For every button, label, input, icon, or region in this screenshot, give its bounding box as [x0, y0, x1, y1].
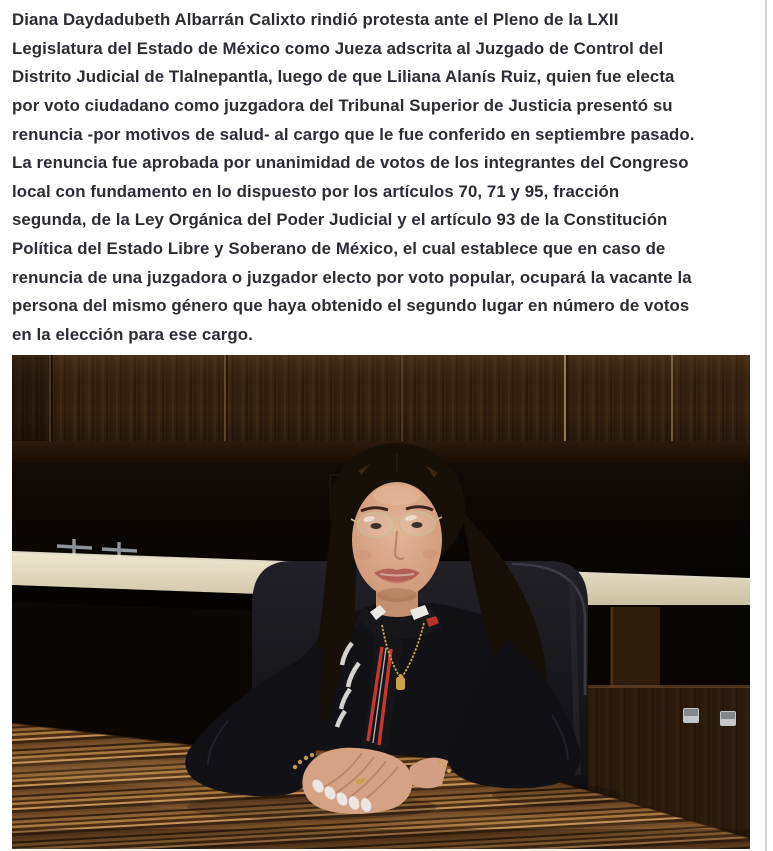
- article-photo: [12, 355, 750, 849]
- paragraph-line: segunda, de la Ley Orgánica del Poder Judicial y el artículo 93 de la Constitución: [12, 210, 668, 230]
- upper-wood-cabinets: [12, 355, 750, 443]
- paragraph-line: La renuncia fue aprobada por unanimidad de votos de los integrantes del Congreso: [12, 153, 689, 173]
- paragraph-line: renuncia -por motivos de salud- al cargo que le fue conferido en septiembre pasado.: [12, 124, 695, 144]
- paragraph-line: local con fundamento en lo dispuesto por los artículos 70, 71 y 95, fracción: [12, 181, 620, 201]
- paragraph-line: por voto ciudadano como juzgadora del Tribunal Superior de Justicia presentó su: [12, 95, 673, 115]
- paragraph-line: en la elección para ese cargo.: [12, 325, 253, 345]
- office-scene-illustration: [12, 355, 750, 849]
- pendant: [396, 677, 405, 690]
- paragraph-line: Distrito Judicial de Tlalnepantla, luego de que Liliana Alanís Ruiz, quien fue electa: [12, 67, 675, 87]
- article-text: [12, 6, 757, 350]
- paragraph-line: renuncia de una juzgadora o juzgador electo por voto popular, ocupará la vacante la: [12, 267, 692, 287]
- paragraph-line: Política del Estado Libre y Soberano de México, el cual establece que en caso de: [12, 239, 666, 259]
- paragraph-line: Diana Daydadubeth Albarrán Calixto rindió protesta ante el Pleno de la LXII: [12, 10, 619, 29]
- paragraph-line: Legislatura del Estado de México como Jueza adscrita al Juzgado de Control del: [12, 38, 664, 58]
- paragraph-line: persona del mismo género que haya obtenido el segundo lugar en número de votos: [12, 296, 690, 316]
- page-right-rule: [765, 0, 767, 851]
